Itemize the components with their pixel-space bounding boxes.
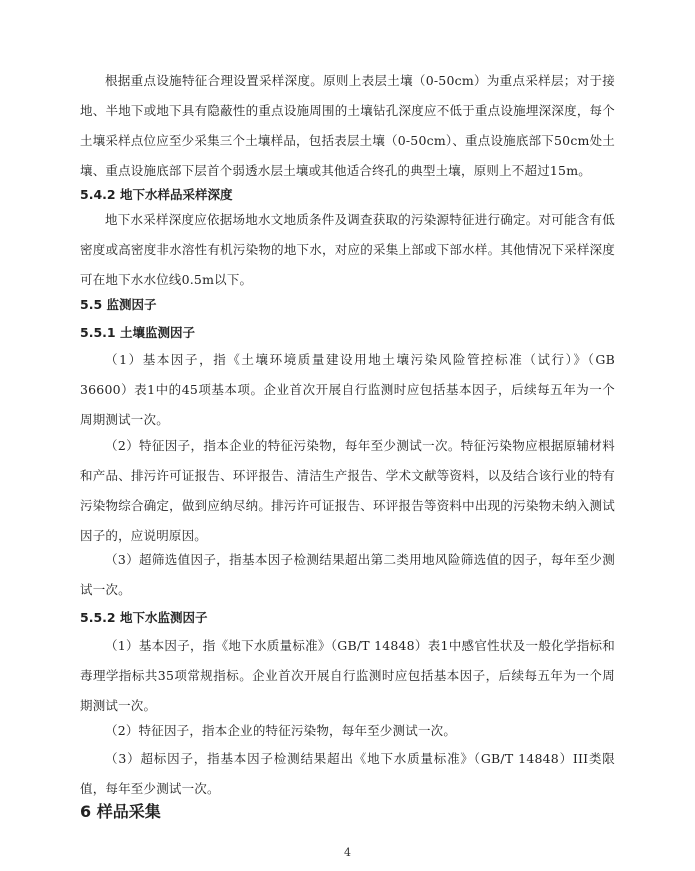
paragraph-soil-characteristic-factors: （2）特征因子，指本企业的特征污染物，每年至少测试一次。特征污染物应根据原辅材料和产品、排污许可证报告、环评报告、清洁生产报告、学术文献等资料，以及结合该行业的特有污染物综合确定，做到应纳尽纳。排污许可证报告、环评报告等资料中出现的污染物未纳入测试因子的，应说明原因。 bbox=[80, 438, 615, 543]
paragraph-groundwater-basic-factors: （1）基本因子，指《地下水质量标准》（GB/T 14848）表1中感官性状及一般化学指标和毒理学指标共35项常规指标。企业首次开展自行监测时应包括基本因子，后续每五年为一个周期测试一次。 bbox=[80, 638, 615, 713]
heading-5-5-2: 5.5.2 地下水监测因子 bbox=[80, 610, 208, 625]
paragraph-soil-basic-factors: （1）基本因子，指《土壤环境质量建设用地土壤污染风险管控标准（试行）》（GB 36600）表1中的45项基本项。企业首次开展自行监测时应包括基本因子，后续每五年为一个周期测试一次。 bbox=[80, 352, 615, 427]
page-number: 4 bbox=[344, 846, 351, 859]
paragraph-soil-over-screening-factors: （3）超筛选值因子，指基本因子检测结果超出第二类用地风险筛选值的因子，每年至少测试一次。 bbox=[80, 552, 615, 597]
paragraph-groundwater-sampling-depth: 地下水采样深度应依据场地水文地质条件及调查获取的污染源特征进行确定。对可能含有低密度或高密度非水溶性有机污染物的地下水，对应的采集上部或下部水样。其他情况下采样深度可在地下水水位线0.5m以下。 bbox=[80, 212, 615, 287]
heading-6: 6 样品采集 bbox=[80, 802, 161, 821]
paragraph-groundwater-characteristic-factors: （2）特征因子，指本企业的特征污染物，每年至少测试一次。 bbox=[105, 723, 457, 738]
paragraph-soil-sampling-depth: 根据重点设施特征合理设置采样深度。原则上表层土壤（0-50cm）为重点采样层；对于接地、半地下或地下具有隐蔽性的重点设施周围的土壤钻孔深度应不低于重点设施埋深深度，每个土壤采样点位应至少采集三个土壤样品，包括表层土壤（0-50cm）、重点设施底部下50cm处土壤、重点设施底部下层首个弱透水层土壤或其他适合终孔的典型土壤，原则上不超过15m。 bbox=[80, 73, 615, 178]
heading-5-5-1: 5.5.1 土壤监测因子 bbox=[80, 325, 195, 340]
paragraph-groundwater-exceeding-factors: （3）超标因子，指基本因子检测结果超出《地下水质量标准》（GB/T 14848）III类限值，每年至少测试一次。 bbox=[80, 751, 615, 796]
heading-5-4-2: 5.4.2 地下水样品采样深度 bbox=[80, 187, 233, 202]
heading-5-5: 5.5 监测因子 bbox=[80, 297, 157, 312]
